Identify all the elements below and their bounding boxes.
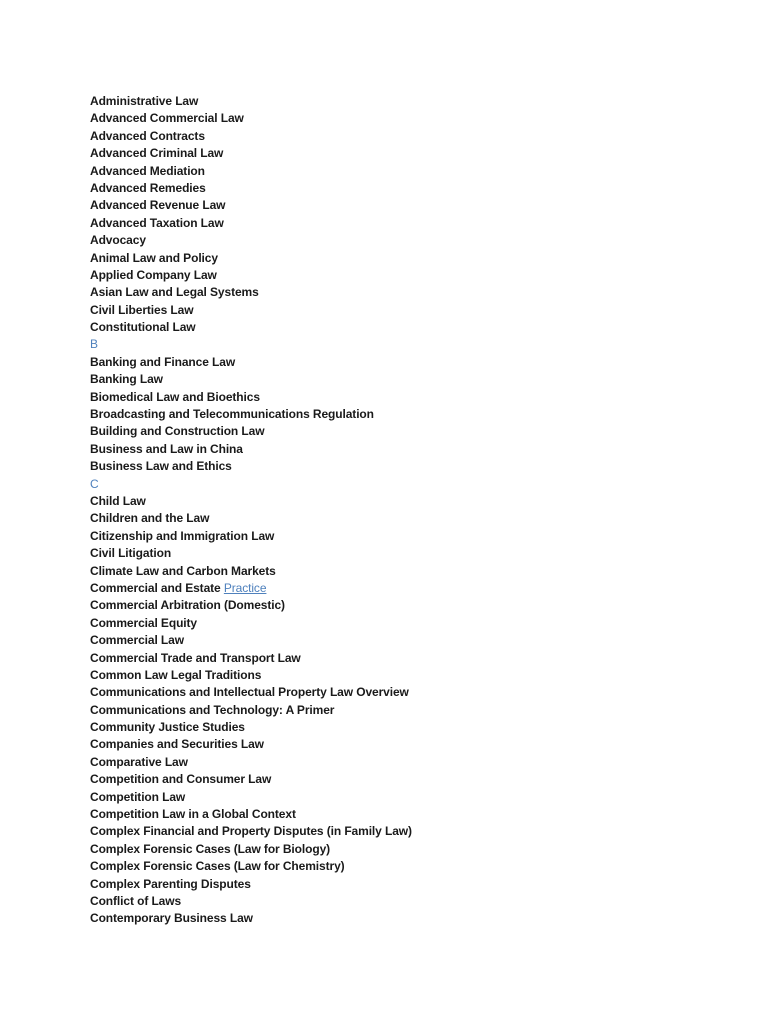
- course-list-item: [90, 180, 412, 197]
- course-list-item: [90, 284, 412, 301]
- course-title: Commercial and Estate: [90, 580, 224, 595]
- course-list-item: [90, 389, 412, 406]
- course-title: Business and Law in China: [90, 441, 243, 456]
- course-title: Constitutional Law: [90, 320, 196, 335]
- course-list-item: [90, 493, 412, 510]
- course-title: Children and the Law: [90, 511, 210, 526]
- course-title: Banking Law: [90, 372, 163, 387]
- course-list-item: [90, 876, 412, 893]
- course-title: Advanced Mediation: [90, 163, 205, 178]
- course-list: [90, 93, 412, 928]
- course-title: Animal Law and Policy: [90, 250, 218, 265]
- course-title: Biomedical Law and Bioethics: [90, 389, 260, 404]
- course-list-item: [90, 545, 412, 562]
- course-list-item: [90, 754, 412, 771]
- course-list-item: [90, 319, 412, 336]
- course-title: Advanced Revenue Law: [90, 198, 226, 213]
- course-title: Competition Law in a Global Context: [90, 807, 296, 822]
- course-list-item: [90, 736, 412, 753]
- course-list-item: [90, 423, 412, 440]
- course-title: Competition and Consumer Law: [90, 772, 272, 787]
- course-list-item: [90, 650, 412, 667]
- course-title: Asian Law and Legal Systems: [90, 285, 259, 300]
- course-list-item: [90, 823, 412, 840]
- course-list-item: [90, 267, 412, 284]
- course-list-item: [90, 441, 412, 458]
- course-title: Common Law Legal Traditions: [90, 667, 262, 682]
- course-title: Advanced Contracts: [90, 128, 205, 143]
- course-list-item: [90, 302, 412, 319]
- course-title: Comparative Law: [90, 754, 188, 769]
- course-list-item: [90, 597, 412, 614]
- course-title: Commercial Equity: [90, 615, 197, 630]
- course-list-item: [90, 510, 412, 527]
- course-title: Advocacy: [90, 233, 146, 248]
- course-title: Citizenship and Immigration Law: [90, 528, 275, 543]
- course-list-item: [90, 458, 412, 475]
- course-list-item: [90, 719, 412, 736]
- course-list-item: [90, 110, 412, 127]
- course-title: Communications and Technology: A Primer: [90, 702, 335, 717]
- course-list-item: [90, 563, 412, 580]
- course-list-item: [90, 371, 412, 388]
- course-title: Banking and Finance Law: [90, 354, 236, 369]
- course-list-item: [90, 841, 412, 858]
- course-list-item: [90, 580, 412, 597]
- course-title: Advanced Commercial Law: [90, 111, 244, 126]
- course-title: Civil Liberties Law: [90, 302, 194, 317]
- course-list-item: [90, 771, 412, 788]
- course-title: Climate Law and Carbon Markets: [90, 563, 276, 578]
- course-list-item: [90, 145, 412, 162]
- course-list-item: [90, 197, 412, 214]
- course-title: Civil Litigation: [90, 546, 172, 561]
- course-title: Child Law: [90, 493, 146, 508]
- practice-link[interactable]: Practice: [223, 580, 267, 595]
- course-list-item: [90, 93, 412, 110]
- course-list-item: [90, 858, 412, 875]
- course-title: Complex Forensic Cases (Law for Chemistry): [90, 859, 345, 874]
- course-title: Broadcasting and Telecommunications Regulation: [90, 407, 374, 422]
- course-title: Advanced Criminal Law: [90, 146, 224, 161]
- course-list-item: [90, 893, 412, 910]
- course-list-item: [90, 163, 412, 180]
- course-title: Business Law and Ethics: [90, 459, 232, 474]
- course-list-item: [90, 354, 412, 371]
- course-title: Conflict of Laws: [90, 893, 182, 908]
- course-list-item: [90, 684, 412, 701]
- course-list-item: [90, 232, 412, 249]
- course-list-item: [90, 702, 412, 719]
- course-list-item: [90, 789, 412, 806]
- course-list-item: [90, 406, 412, 423]
- course-title: Applied Company Law: [90, 267, 217, 282]
- course-list-item: [90, 667, 412, 684]
- course-list-item: [90, 615, 412, 632]
- course-list-item: [90, 632, 412, 649]
- course-title: Community Justice Studies: [90, 720, 245, 735]
- course-title: Advanced Remedies: [90, 180, 206, 195]
- course-list-item: [90, 215, 412, 232]
- course-title: Commercial Trade and Transport Law: [90, 650, 301, 665]
- course-title: Complex Parenting Disputes: [90, 876, 251, 891]
- course-list-item: [90, 250, 412, 267]
- course-list-item: [90, 528, 412, 545]
- course-title: Building and Construction Law: [90, 424, 265, 439]
- course-title: Commercial Arbitration (Domestic): [90, 598, 285, 613]
- course-title: Complex Financial and Property Disputes (in Family Law): [90, 824, 412, 839]
- course-title: Communications and Intellectual Property Law Overview: [90, 685, 409, 700]
- course-title: Commercial Law: [90, 633, 184, 648]
- course-list-item: [90, 910, 412, 927]
- course-title: Complex Forensic Cases (Law for Biology): [90, 841, 331, 856]
- section-letter-heading: B: [90, 337, 99, 352]
- course-list-item: [90, 128, 412, 145]
- course-title: Contemporary Business Law: [90, 911, 253, 926]
- course-title: Competition Law: [90, 789, 186, 804]
- course-title: Companies and Securities Law: [90, 737, 264, 752]
- course-title: Administrative Law: [90, 94, 199, 108]
- course-title: Advanced Taxation Law: [90, 215, 224, 230]
- course-list-item: [90, 806, 412, 823]
- section-letter-heading: C: [90, 476, 99, 491]
